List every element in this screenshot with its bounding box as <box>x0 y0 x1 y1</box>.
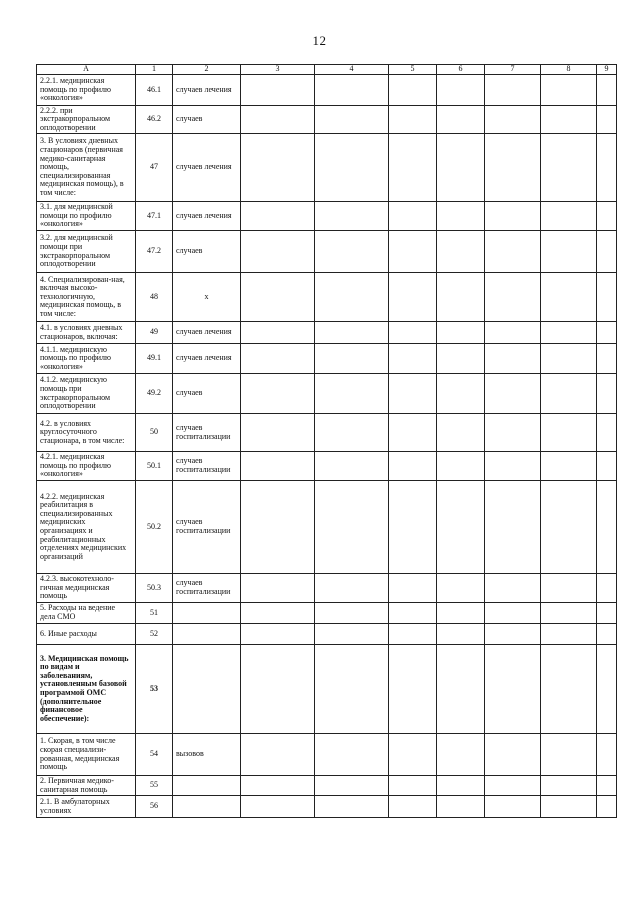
value-cell-col-3 <box>241 134 315 202</box>
column-header: 5 <box>389 65 437 75</box>
value-cell-col-6 <box>437 75 485 106</box>
value-cell-col-5 <box>389 414 437 452</box>
value-cell-col-9 <box>597 134 617 202</box>
value-cell-col-5 <box>389 603 437 624</box>
value-cell-col-3 <box>241 645 315 734</box>
value-cell-col-8 <box>541 796 597 818</box>
value-cell-col-4 <box>315 624 389 645</box>
value-cell-col-6 <box>437 734 485 776</box>
unit-cell: случаев лечения <box>173 322 241 344</box>
table-row <box>37 202 617 231</box>
table-row <box>37 776 617 796</box>
unit-cell <box>173 776 241 796</box>
column-header: 9 <box>597 65 617 75</box>
value-cell-col-9 <box>597 273 617 322</box>
page-number: 12 <box>312 33 327 48</box>
value-cell-col-4 <box>315 344 389 374</box>
value-cell-col-9 <box>597 344 617 374</box>
value-cell-col-9 <box>597 414 617 452</box>
value-cell-col-5 <box>389 322 437 344</box>
value-cell-col-4 <box>315 231 389 273</box>
table-row <box>37 734 617 776</box>
table-row <box>37 603 617 624</box>
value-cell-col-8 <box>541 414 597 452</box>
value-cell-col-6 <box>437 322 485 344</box>
value-cell-col-6 <box>437 374 485 414</box>
value-cell-col-5 <box>389 481 437 574</box>
row-code-cell: 46.2 <box>136 106 173 134</box>
value-cell-col-6 <box>437 624 485 645</box>
value-cell-col-3 <box>241 481 315 574</box>
value-cell-col-7 <box>485 322 541 344</box>
column-header: 1 <box>136 65 173 75</box>
value-cell-col-7 <box>485 273 541 322</box>
column-header: 4 <box>315 65 389 75</box>
value-cell-col-3 <box>241 374 315 414</box>
row-code-cell: 52 <box>136 624 173 645</box>
value-cell-col-4 <box>315 273 389 322</box>
value-cell-col-4 <box>315 574 389 603</box>
unit-cell: случаев <box>173 374 241 414</box>
value-cell-col-9 <box>597 776 617 796</box>
value-cell-col-7 <box>485 414 541 452</box>
row-name-cell: 1. Скорая, в том числе скорая специализи-рованная, медицинская помощь <box>37 734 136 776</box>
row-code-cell: 48 <box>136 273 173 322</box>
value-cell-col-6 <box>437 481 485 574</box>
value-cell-col-7 <box>485 452 541 481</box>
table-row <box>37 231 617 273</box>
value-cell-col-6 <box>437 134 485 202</box>
value-cell-col-5 <box>389 374 437 414</box>
value-cell-col-8 <box>541 75 597 106</box>
value-cell-col-7 <box>485 374 541 414</box>
value-cell-col-8 <box>541 603 597 624</box>
value-cell-col-6 <box>437 231 485 273</box>
row-code-cell: 49.1 <box>136 344 173 374</box>
value-cell-col-5 <box>389 574 437 603</box>
value-cell-col-8 <box>541 776 597 796</box>
unit-cell: случаев госпитализации <box>173 414 241 452</box>
value-cell-col-4 <box>315 202 389 231</box>
value-cell-col-4 <box>315 796 389 818</box>
value-cell-col-4 <box>315 481 389 574</box>
value-cell-col-6 <box>437 414 485 452</box>
value-cell-col-3 <box>241 624 315 645</box>
value-cell-col-5 <box>389 231 437 273</box>
value-cell-col-7 <box>485 574 541 603</box>
value-cell-col-4 <box>315 414 389 452</box>
row-name-cell: 4.2.3. высокотехноло-гичная медицинская помощь <box>37 574 136 603</box>
value-cell-col-9 <box>597 202 617 231</box>
value-cell-col-3 <box>241 603 315 624</box>
row-name-cell: 6. Иные расходы <box>37 624 136 645</box>
value-cell-col-5 <box>389 624 437 645</box>
value-cell-col-7 <box>485 231 541 273</box>
row-name-cell: 2.2.2. при экстракорпоральном оплодотворении <box>37 106 136 134</box>
unit-cell: случаев лечения <box>173 202 241 231</box>
unit-cell <box>173 645 241 734</box>
row-code-cell: 47 <box>136 134 173 202</box>
column-header: 8 <box>541 65 597 75</box>
value-cell-col-7 <box>485 202 541 231</box>
unit-cell: вызовов <box>173 734 241 776</box>
value-cell-col-3 <box>241 344 315 374</box>
header-row <box>37 65 617 75</box>
value-cell-col-7 <box>485 645 541 734</box>
value-cell-col-8 <box>541 344 597 374</box>
row-name-cell: 4. Специализирован-ная, включая высоко-технологичную, медицинская помощь, в том числе: <box>37 273 136 322</box>
table-row <box>37 481 617 574</box>
value-cell-col-5 <box>389 202 437 231</box>
value-cell-col-9 <box>597 796 617 818</box>
row-code-cell: 46.1 <box>136 75 173 106</box>
unit-cell: случаев госпитализации <box>173 574 241 603</box>
table-row <box>37 796 617 818</box>
table-row <box>37 574 617 603</box>
value-cell-col-6 <box>437 574 485 603</box>
value-cell-col-3 <box>241 734 315 776</box>
value-cell-col-5 <box>389 796 437 818</box>
value-cell-col-7 <box>485 624 541 645</box>
value-cell-col-7 <box>485 106 541 134</box>
value-cell-col-3 <box>241 106 315 134</box>
value-cell-col-5 <box>389 106 437 134</box>
row-code-cell: 53 <box>136 645 173 734</box>
value-cell-col-4 <box>315 452 389 481</box>
row-code-cell: 47.1 <box>136 202 173 231</box>
value-cell-col-5 <box>389 452 437 481</box>
value-cell-col-5 <box>389 734 437 776</box>
table-row <box>37 75 617 106</box>
value-cell-col-7 <box>485 734 541 776</box>
table-row <box>37 414 617 452</box>
value-cell-col-6 <box>437 776 485 796</box>
value-cell-col-9 <box>597 231 617 273</box>
value-cell-col-3 <box>241 273 315 322</box>
unit-cell: случаев <box>173 231 241 273</box>
table-row <box>37 624 617 645</box>
value-cell-col-7 <box>485 75 541 106</box>
value-cell-col-4 <box>315 106 389 134</box>
value-cell-col-7 <box>485 481 541 574</box>
value-cell-col-7 <box>485 603 541 624</box>
value-cell-col-9 <box>597 481 617 574</box>
unit-cell: случаев лечения <box>173 75 241 106</box>
value-cell-col-9 <box>597 624 617 645</box>
value-cell-col-9 <box>597 645 617 734</box>
value-cell-col-9 <box>597 106 617 134</box>
value-cell-col-8 <box>541 624 597 645</box>
value-cell-col-7 <box>485 796 541 818</box>
value-cell-col-9 <box>597 452 617 481</box>
value-cell-col-9 <box>597 374 617 414</box>
value-cell-col-9 <box>597 734 617 776</box>
unit-cell <box>173 796 241 818</box>
table-row <box>37 106 617 134</box>
row-name-cell: 4.1.2. медицинскую помощь при экстракорпоральном оплодотворении <box>37 374 136 414</box>
value-cell-col-4 <box>315 776 389 796</box>
row-name-cell: 2. Первичная медико-санитарная помощь <box>37 776 136 796</box>
row-name-cell: 4.2.2. медицинская реабилитация в специализированных медицинских организациях и реабилитационных отделениях медицинских организаций <box>37 481 136 574</box>
unit-cell: случаев лечения <box>173 344 241 374</box>
row-code-cell: 50.1 <box>136 452 173 481</box>
value-cell-col-8 <box>541 374 597 414</box>
unit-cell <box>173 624 241 645</box>
value-cell-col-8 <box>541 134 597 202</box>
row-code-cell: 50 <box>136 414 173 452</box>
value-cell-col-8 <box>541 645 597 734</box>
table-row <box>37 273 617 322</box>
unit-cell <box>173 603 241 624</box>
table-row <box>37 374 617 414</box>
value-cell-col-9 <box>597 574 617 603</box>
unit-cell: случаев <box>173 106 241 134</box>
value-cell-col-4 <box>315 374 389 414</box>
row-name-cell: 4.2. в условиях круглосуточного стационара, в том числе: <box>37 414 136 452</box>
value-cell-col-3 <box>241 322 315 344</box>
value-cell-col-8 <box>541 106 597 134</box>
unit-cell: случаев госпитализации <box>173 481 241 574</box>
row-code-cell: 56 <box>136 796 173 818</box>
value-cell-col-9 <box>597 603 617 624</box>
row-name-cell: 3. В условиях дневных стационаров (первичная медико-санитарная помощь, специализированная медицинская помощь), в том числе: <box>37 134 136 202</box>
table-row <box>37 452 617 481</box>
row-name-cell: 3. Медицинская помощь по видам и заболеваниям, установленным базовой программой ОМС (дополнительное финансовое обеспечение): <box>37 645 136 734</box>
column-header: 6 <box>437 65 485 75</box>
value-cell-col-4 <box>315 134 389 202</box>
value-cell-col-9 <box>597 322 617 344</box>
value-cell-col-6 <box>437 645 485 734</box>
table-row <box>37 322 617 344</box>
value-cell-col-5 <box>389 134 437 202</box>
table-row <box>37 645 617 734</box>
table-body <box>37 75 617 818</box>
value-cell-col-5 <box>389 273 437 322</box>
table-row <box>37 134 617 202</box>
column-header: 3 <box>241 65 315 75</box>
value-cell-col-6 <box>437 796 485 818</box>
value-cell-col-4 <box>315 734 389 776</box>
row-name-cell: 5. Расходы на ведение дела СМО <box>37 603 136 624</box>
column-header: 2 <box>173 65 241 75</box>
column-header: А <box>37 65 136 75</box>
row-name-cell: 4.1.1. медицинскую помощь по профилю «онкология» <box>37 344 136 374</box>
value-cell-col-3 <box>241 231 315 273</box>
value-cell-col-8 <box>541 734 597 776</box>
value-cell-col-6 <box>437 344 485 374</box>
value-cell-col-8 <box>541 452 597 481</box>
value-cell-col-5 <box>389 776 437 796</box>
value-cell-col-6 <box>437 202 485 231</box>
row-code-cell: 50.3 <box>136 574 173 603</box>
value-cell-col-5 <box>389 344 437 374</box>
value-cell-col-3 <box>241 776 315 796</box>
unit-cell: случаев лечения <box>173 134 241 202</box>
row-code-cell: 55 <box>136 776 173 796</box>
value-cell-col-8 <box>541 273 597 322</box>
value-cell-col-6 <box>437 452 485 481</box>
value-cell-col-3 <box>241 574 315 603</box>
row-code-cell: 49 <box>136 322 173 344</box>
report-table <box>36 64 617 818</box>
value-cell-col-6 <box>437 106 485 134</box>
value-cell-col-3 <box>241 796 315 818</box>
value-cell-col-4 <box>315 603 389 624</box>
value-cell-col-8 <box>541 202 597 231</box>
value-cell-col-3 <box>241 75 315 106</box>
column-header: 7 <box>485 65 541 75</box>
value-cell-col-5 <box>389 645 437 734</box>
value-cell-col-9 <box>597 75 617 106</box>
row-code-cell: 47.2 <box>136 231 173 273</box>
row-name-cell: 2.2.1. медицинская помощь по профилю «онкология» <box>37 75 136 106</box>
value-cell-col-8 <box>541 231 597 273</box>
value-cell-col-6 <box>437 603 485 624</box>
value-cell-col-3 <box>241 414 315 452</box>
unit-cell: х <box>173 273 241 322</box>
value-cell-col-3 <box>241 452 315 481</box>
row-code-cell: 51 <box>136 603 173 624</box>
value-cell-col-8 <box>541 574 597 603</box>
unit-cell: случаев госпитализации <box>173 452 241 481</box>
value-cell-col-3 <box>241 202 315 231</box>
value-cell-col-8 <box>541 322 597 344</box>
value-cell-col-7 <box>485 776 541 796</box>
value-cell-col-4 <box>315 322 389 344</box>
row-code-cell: 54 <box>136 734 173 776</box>
row-name-cell: 2.1. В амбулаторных условиях <box>37 796 136 818</box>
row-name-cell: 4.2.1. медицинская помощь по профилю «онкология» <box>37 452 136 481</box>
row-name-cell: 4.1. в условиях дневных стационаров, включая: <box>37 322 136 344</box>
value-cell-col-7 <box>485 134 541 202</box>
value-cell-col-4 <box>315 645 389 734</box>
value-cell-col-8 <box>541 481 597 574</box>
row-code-cell: 49.2 <box>136 374 173 414</box>
row-code-cell: 50.2 <box>136 481 173 574</box>
value-cell-col-6 <box>437 273 485 322</box>
value-cell-col-5 <box>389 75 437 106</box>
value-cell-col-7 <box>485 344 541 374</box>
value-cell-col-4 <box>315 75 389 106</box>
row-name-cell: 3.1. для медицинской помощи по профилю «онкология» <box>37 202 136 231</box>
row-name-cell: 3.2. для медицинской помощи при экстракорпоральном оплодотворении <box>37 231 136 273</box>
table-row <box>37 344 617 374</box>
